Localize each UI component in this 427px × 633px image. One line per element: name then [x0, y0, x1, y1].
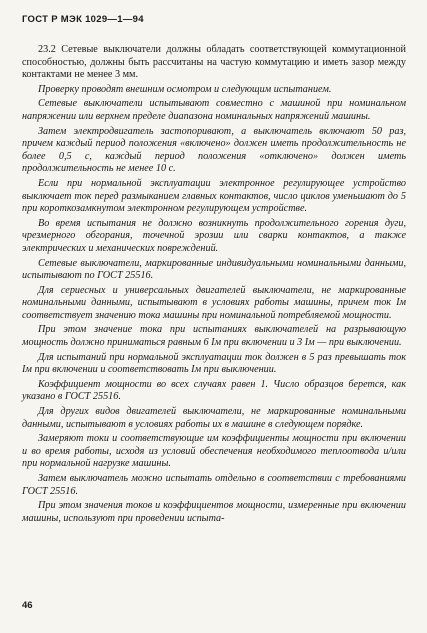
paragraph: Для испытаний при нормальной эксплуатации ток должен в 5 раз превышать ток Iм при включении и соответствовать Iм при выключении. [22, 351, 406, 376]
paragraph: Для других видов двигателей выключатели, не маркированные номинальными данными, испытывают в условиях работы их в машине в следующем порядке. [22, 406, 406, 430]
document-body [22, 44, 406, 527]
paragraph: Сетевые выключатели испытывают совместно с машиной при номинальном напряжении или верхнем пределе диапазона номинальных напряжений машины. [22, 98, 406, 122]
paragraph: Если при нормальной эксплуатации электронное регулирующее устройство выключает ток перед размыканием главных контактов, число циклов уменьшают до 5 при короткозамкнутом электронном регулирующем устройстве. [22, 177, 406, 215]
paragraph: Сетевые выключатели, маркированные индивидуальными номинальными данными, испытывают по ГОСТ 25516. [22, 257, 406, 282]
paragraph: Замеряют токи и соответствующие им коэффициенты мощности при включении и во время работы, исходя из условий обеспечения необходимого теплоотвода и/или при нормальной нагрузке машины. [22, 433, 406, 470]
paragraph: Во время испытания не должно возникнуть продолжительного горения дуги, чрезмерного обгорания, точечной эрозии или сварки контактов, а также электрических и механических повреждений. [22, 217, 406, 254]
paragraph: 23.2 Сетевые выключатели должны обладать соответствующей коммутационной способностью, должны быть рассчитаны на частую коммутацию и иметь зазор между контактами не менее 3 мм. [22, 44, 406, 81]
paragraph: Затем электродвигатель застопоривают, а выключатель включают 50 раз, причем каждый период положения «включено» должен иметь продолжительность не более 0,5 с, каждый период положения «отключено» должен иметь продолжительность не менее 10 с. [22, 125, 406, 175]
running-header: ГОСТ Р МЭК 1029—1—94 [22, 14, 144, 25]
paragraph: Проверку проводят внешним осмотром и следующим испытанием. [38, 83, 332, 95]
paragraph: Для сериесных и универсальных двигателей выключатели, не маркированные номинальными данными, испытывают в условиях работы машины, причем ток Iм соответствует значению тока машины при номинальной потребляемой мощности. [22, 284, 406, 321]
paragraph: Коэффициент мощности во всех случаях равен 1. Число образцов берется, как указано в ГОСТ 25516. [22, 378, 406, 403]
paragraph: При этом значение тока при испытаниях выключателей на разрывающую мощность должно приниматься равным 6 Iм при включении и 3 Iм — при выключении. [22, 324, 406, 349]
paragraph: Затем выключатель можно испытать отдельно в соответствии с требованиями ГОСТ 25516. [22, 473, 406, 497]
page-number: 46 [22, 600, 33, 611]
paragraph: При этом значения токов и коэффициентов мощности, измеренные при включении машины, используют при проведении испыта- [22, 500, 406, 524]
